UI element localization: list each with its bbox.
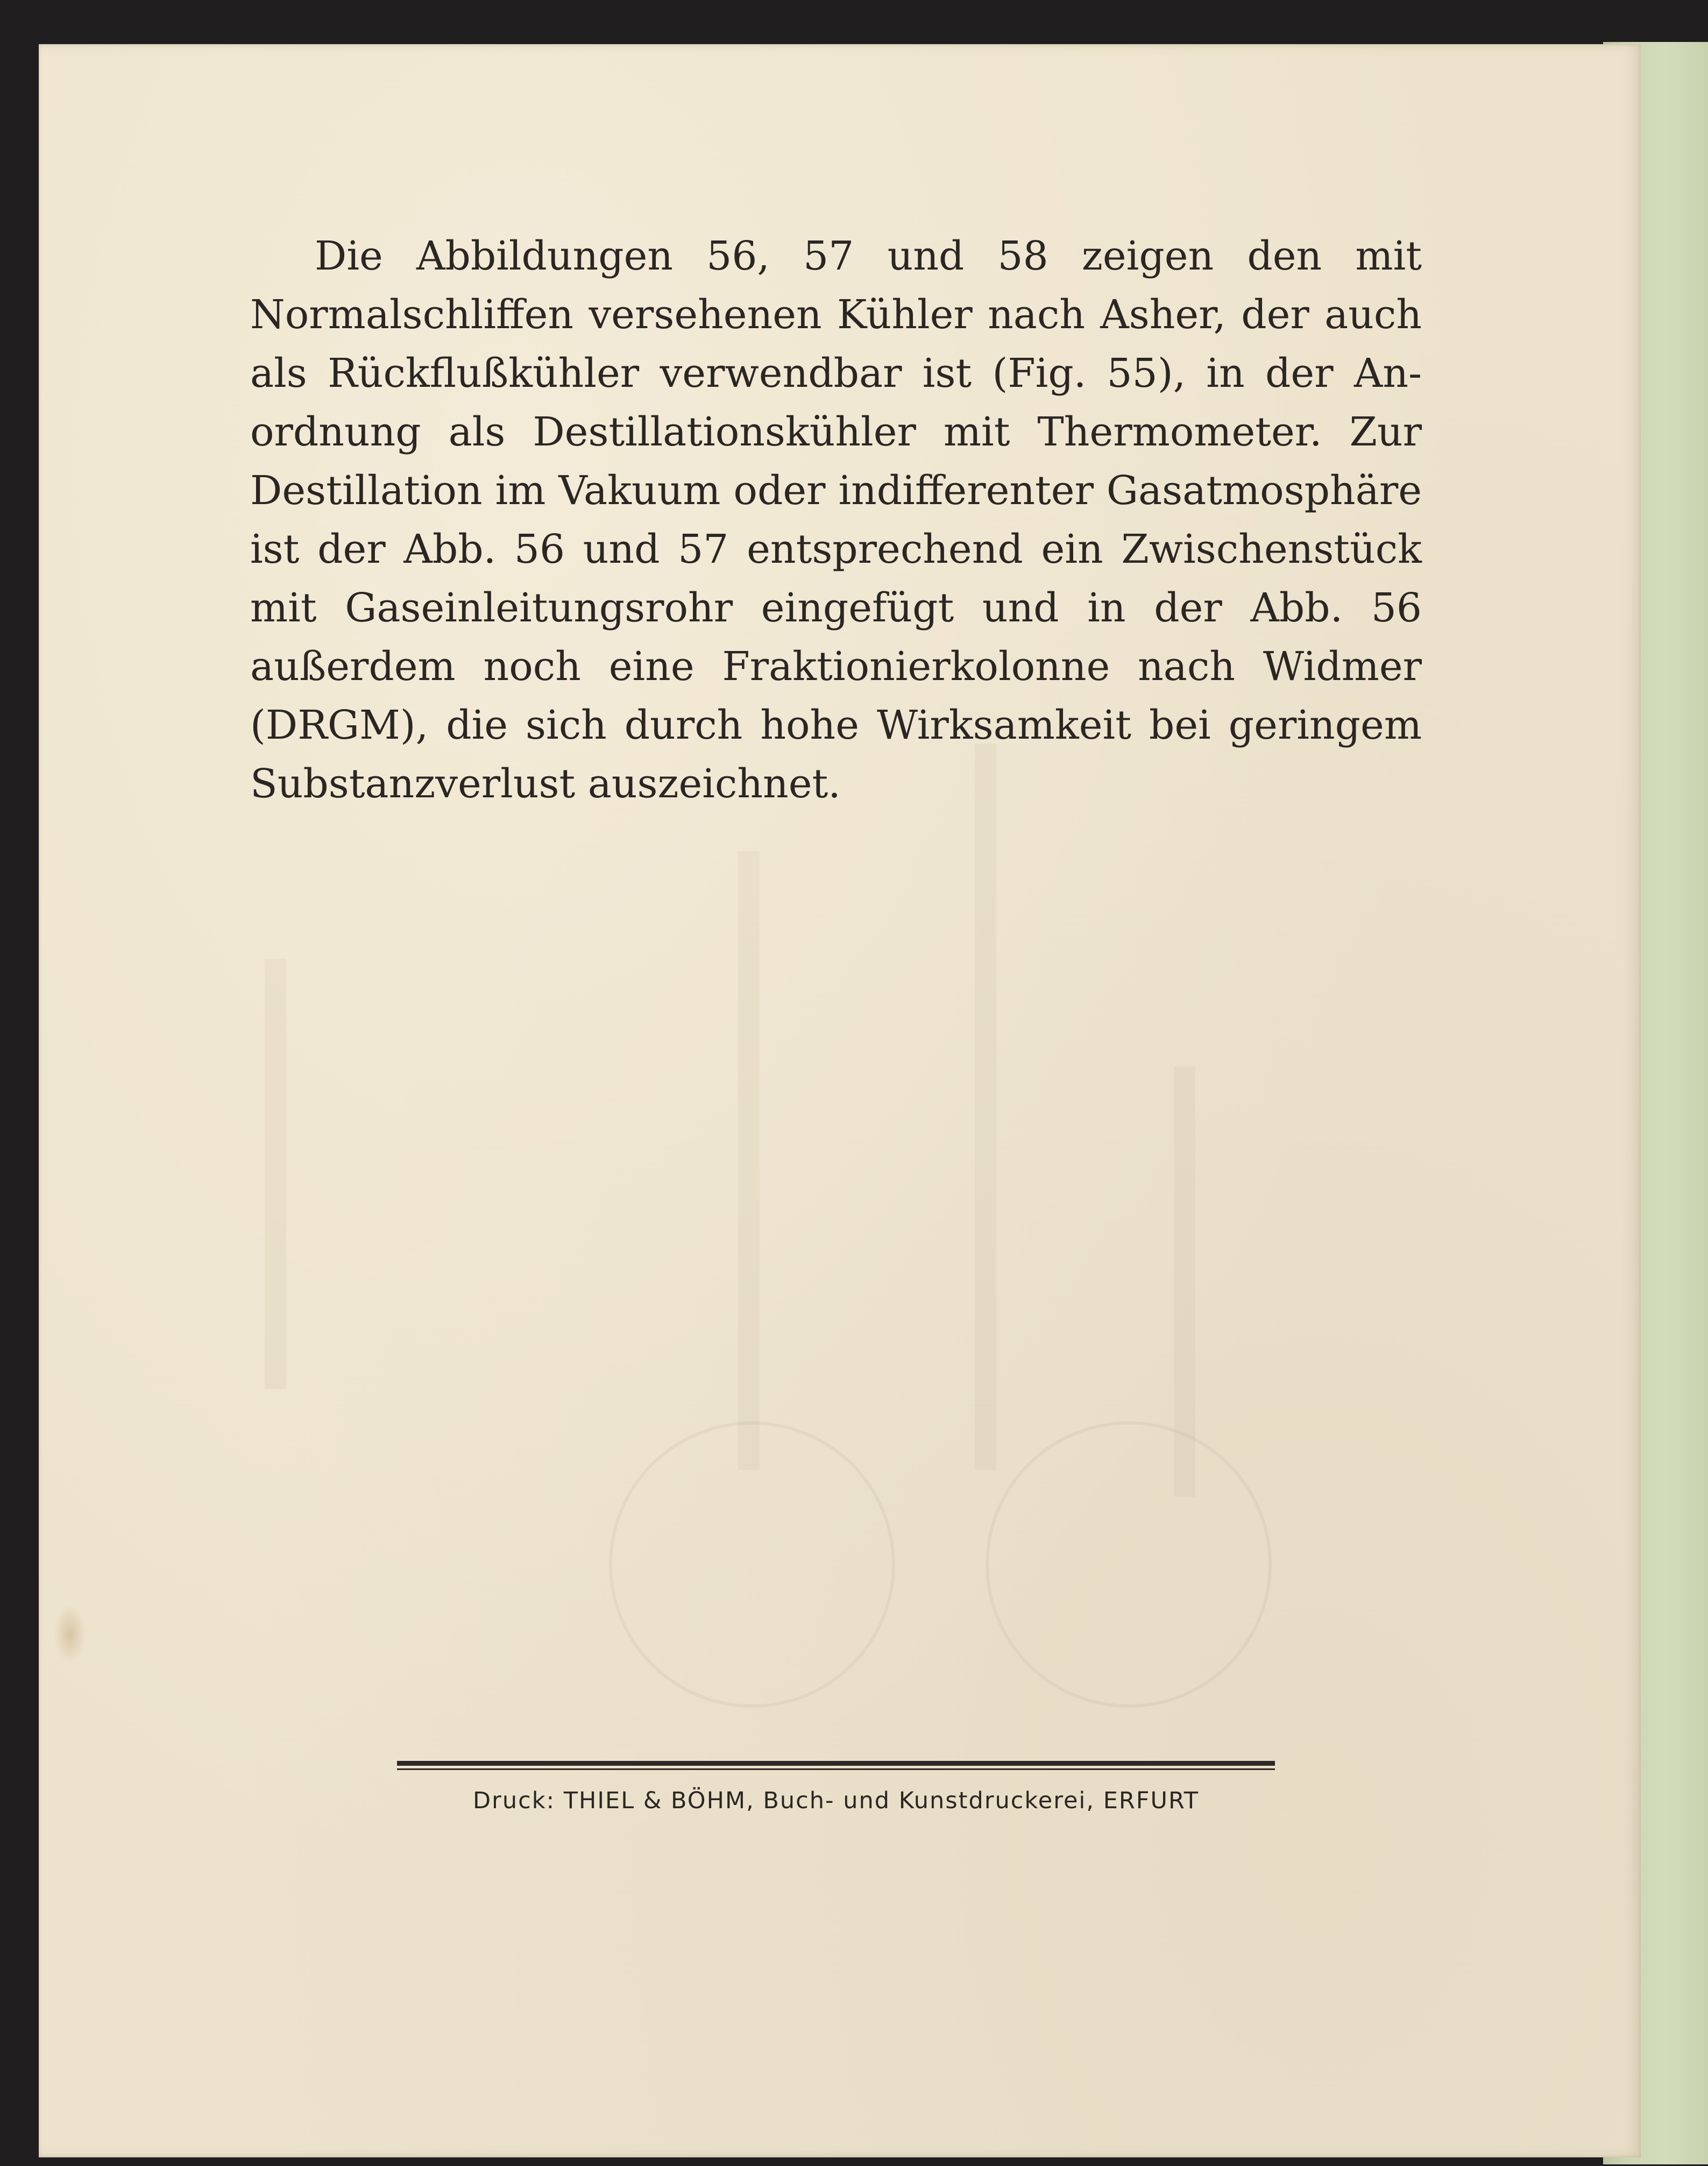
body-paragraph: Die Abbildungen 56, 57 und 58 zeigen den mit Normalschliffen versehenen Kühler nach Asher, der auch als Rückflußkühler verwendbar ist (Fig. 55), in der Anordnung als Destillationskühler mit Thermometer. Zur Destillation im Vakuum oder indifferenter Gasatmosphäre ist der Abb. 56 und 57 entsprechend ein Zwischenstück mit Gaseinleitungsrohr eingefügt und in der Abb. 56 außerdem noch eine Fraktionierkolonne nach Widmer (DRGM), die sich durch hohe Wirksamkeit bei geringem Substanzverlust auszeichnet. bbox=[250, 233, 1422, 807]
show-through-column bbox=[1174, 1066, 1195, 1497]
rule-thick-line bbox=[397, 1761, 1275, 1766]
show-through-column bbox=[738, 851, 760, 1470]
printer-imprint: Druck: THIEL & BÖHM, Buch- und Kunstdruckerei, ERFURT bbox=[473, 1787, 1199, 1814]
paper-stain bbox=[54, 1604, 86, 1664]
show-through-column bbox=[265, 959, 286, 1389]
show-through-flask bbox=[986, 1421, 1272, 1708]
double-rule bbox=[397, 1761, 1275, 1770]
rule-thin-line bbox=[397, 1768, 1275, 1770]
show-through-column bbox=[975, 744, 996, 1470]
